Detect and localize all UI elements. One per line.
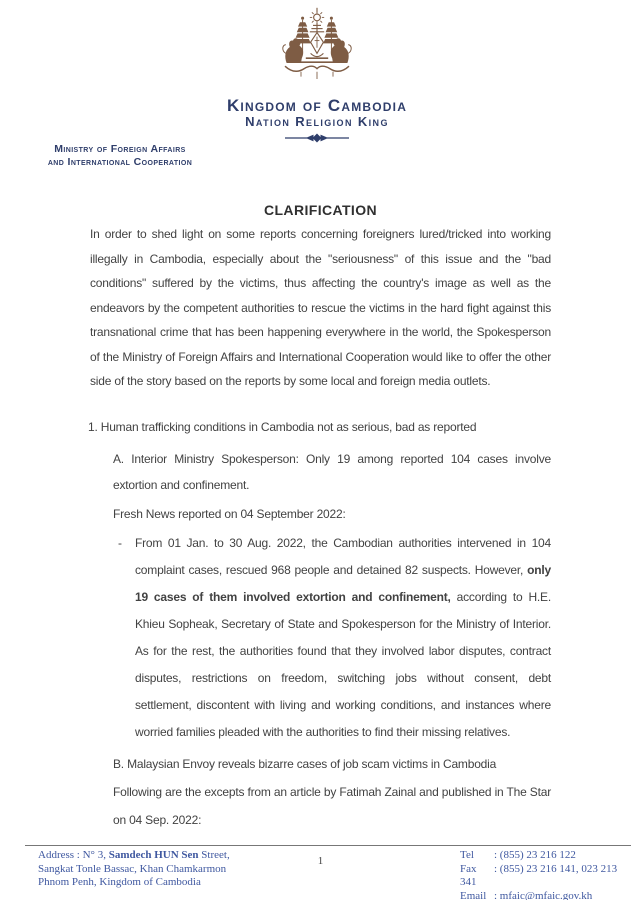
document-title: CLARIFICATION	[263, 202, 378, 218]
divider-ornament-icon	[284, 130, 350, 148]
footer-divider	[25, 845, 631, 846]
item-b-text: Following are the excepts from an article by Fatimah Zainal and published in The Star on 04 Sep. 2022:	[113, 785, 551, 827]
source-line: Fresh News reported on 04 September 2022:	[113, 507, 346, 521]
contact-email	[460, 890, 634, 900]
contact-tel-label: Tel	[460, 849, 474, 861]
address-line-1-bold: Samdech HUN Sen	[108, 849, 199, 861]
intro-paragraph: In order to shed light on some reports concerning foreigners lured/tricked into working illegally in Cambodia, especially about the "seriousness" of this issue and the "bad conditions" suffered by the victims, thus affecting the country's image as well as the endeavors by the competent authorities to rescue the victims in the hard fight against this transnational crime that has been happening everywhere in the world, the Spokesperson of the Ministry of Foreign Affairs and International Cooperation would like to offer the other side of the story based on the reports by some local and foreign media outlets.	[90, 227, 551, 388]
dash-item-text-pre: From 01 Jan. to 30 Aug. 2022, the Cambodian authorities intervened in 104 complaint cases, rescued 968 people and detained 82 suspects. However,	[135, 536, 551, 577]
section-1-heading: 1. Human trafficking conditions in Cambodia not as serious, bad as reported	[88, 420, 477, 434]
item-a-paragraph: A. Interior Ministry Spokesperson: Only 19 among reported 104 cases involve extortion and confinement.	[113, 452, 551, 492]
contact-fax	[460, 863, 634, 890]
contact-email-label: Email	[460, 889, 487, 900]
royal-arms-icon	[277, 7, 357, 100]
page-number: 1	[317, 855, 324, 867]
ministry-name	[26, 143, 214, 168]
kingdom-title: Kingdom of Cambodia	[226, 96, 408, 115]
contact-fax-value: : (855) 23 216 141, 023 213 341	[460, 862, 618, 888]
address-line-2: Sangkat Tonle Bassac, Khan Chamkarmon	[38, 862, 227, 875]
address-line-3: Phnom Penh, Kingdom of Cambodia	[38, 876, 201, 888]
national-motto: Nation Religion King	[245, 114, 389, 129]
contact-tel-value: : (855) 23 216 122	[494, 849, 576, 861]
contact-tel	[460, 849, 634, 863]
contact-fax-label: Fax	[460, 862, 477, 875]
dash-list-item	[118, 530, 551, 746]
ministry-name-line2: and International Cooperation	[47, 155, 193, 168]
ministry-name-line1: Ministry of Foreign Affairs	[54, 143, 186, 155]
address-line-1-post: Street,	[198, 849, 230, 861]
dash-item-text-post: according to H.E. Khieu Sopheak, Secretary of State and Spokesperson for the Ministry of Interior. As for the rest, the authorities found that they involved labor disputes, contract disputes, restrictions on freedom, switching jobs without consent, debt settlement, discontent with living and working conditions, and instances where worried families pleaded with the authorities to find their missing relatives.	[135, 590, 551, 739]
item-b-heading: B. Malaysian Envoy reveals bizarre cases of job scam victims in Cambodia	[113, 757, 497, 771]
dash-bullet: -	[118, 536, 122, 550]
address-line-1-pre: Address : N° 3,	[38, 849, 109, 861]
dash-item-text-bold: only 19 cases of them involved extortion and confinement,	[135, 563, 551, 604]
item-b-block	[113, 750, 551, 834]
footer-contacts	[460, 849, 634, 900]
contact-email-value: : mfaic@mfaic.gov.kh	[494, 889, 593, 900]
